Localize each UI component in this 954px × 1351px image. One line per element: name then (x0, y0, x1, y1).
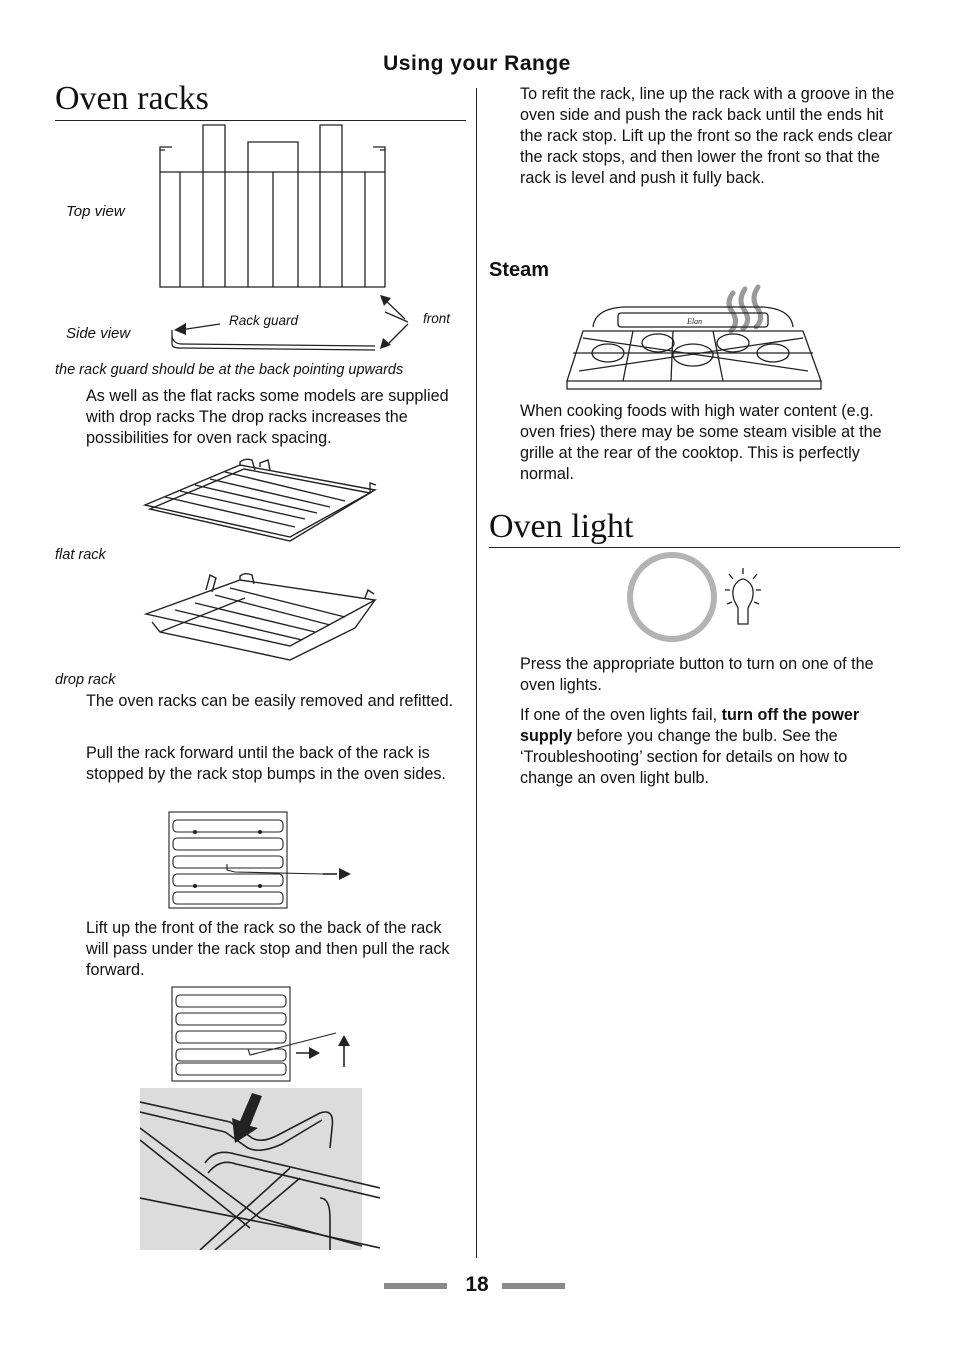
rack-guard-caption: the rack guard should be at the back pointing upwards (55, 362, 404, 378)
page-bar-right (502, 1283, 565, 1289)
title-rule (55, 120, 466, 121)
lift-front-paragraph: Lift up the front of the rack so the back of the rack will pass under the rack stop and then pull the rack forward. (86, 919, 450, 979)
column-divider (476, 88, 477, 1258)
oven-racks-title: Oven racks (55, 80, 209, 117)
rack-guard-label: Rack guard (229, 313, 299, 328)
top-view-rack-diagram (150, 122, 390, 292)
page-bar-left (384, 1283, 447, 1289)
svg-text:Elan: Elan (687, 317, 703, 326)
oven-light-button-icon (622, 550, 772, 646)
oven-side-diagram-pull (165, 808, 360, 913)
steam-heading: Steam (489, 259, 550, 281)
light-title-rule (489, 547, 900, 548)
page-header: Using your Range (383, 52, 571, 75)
drop-rack-illustration (140, 570, 385, 670)
steam-paragraph: When cooking foods with high water content (e.g. oven fries) there may be some steam visible at the grille at the rear of the cooktop. This is perfectly normal. (520, 402, 882, 483)
drop-racks-paragraph: As well as the flat racks some models are supplied with drop racks The drop racks increases the possibilities for oven rack spacing. (86, 387, 449, 447)
light-fail-paragraph: If one of the oven lights fail, turn off the power supply before you change the bulb. See the ‘Troubleshooting’ section for details on how to change an oven light bulb. (520, 706, 860, 787)
flat-rack-illustration (140, 455, 385, 545)
pull-forward-paragraph: Pull the rack forward until the back of the rack is stopped by the rack stop bumps in the oven sides. (86, 744, 446, 783)
oven-light-title: Oven light (489, 508, 634, 545)
oven-side-diagram-lift (168, 983, 363, 1083)
bulb-icon (725, 568, 761, 624)
side-view-label: Side view (66, 325, 131, 342)
press-button-paragraph: Press the appropriate button to turn on one of the oven lights. (520, 655, 874, 694)
drop-rack-caption: drop rack (55, 672, 116, 688)
flat-rack-caption: flat rack (55, 547, 106, 563)
removed-paragraph: The oven racks can be easily removed and refitted. (86, 692, 454, 710)
cooktop-steam-illustration (563, 283, 825, 393)
page-number: 18 (465, 1273, 489, 1296)
refit-paragraph: To refit the rack, line up the rack with a groove in the oven side and push the rack back until the ends hit the rack stop. Lift up the front so the rack ends clear the rack stops, and then lower the front so that the rack is level and push it fully back. (520, 85, 895, 187)
power-warning: turn off the power supply (520, 706, 860, 745)
top-view-label: Top view (66, 203, 125, 220)
rack-stop-closeup (140, 1088, 380, 1250)
front-label: front (423, 311, 451, 326)
